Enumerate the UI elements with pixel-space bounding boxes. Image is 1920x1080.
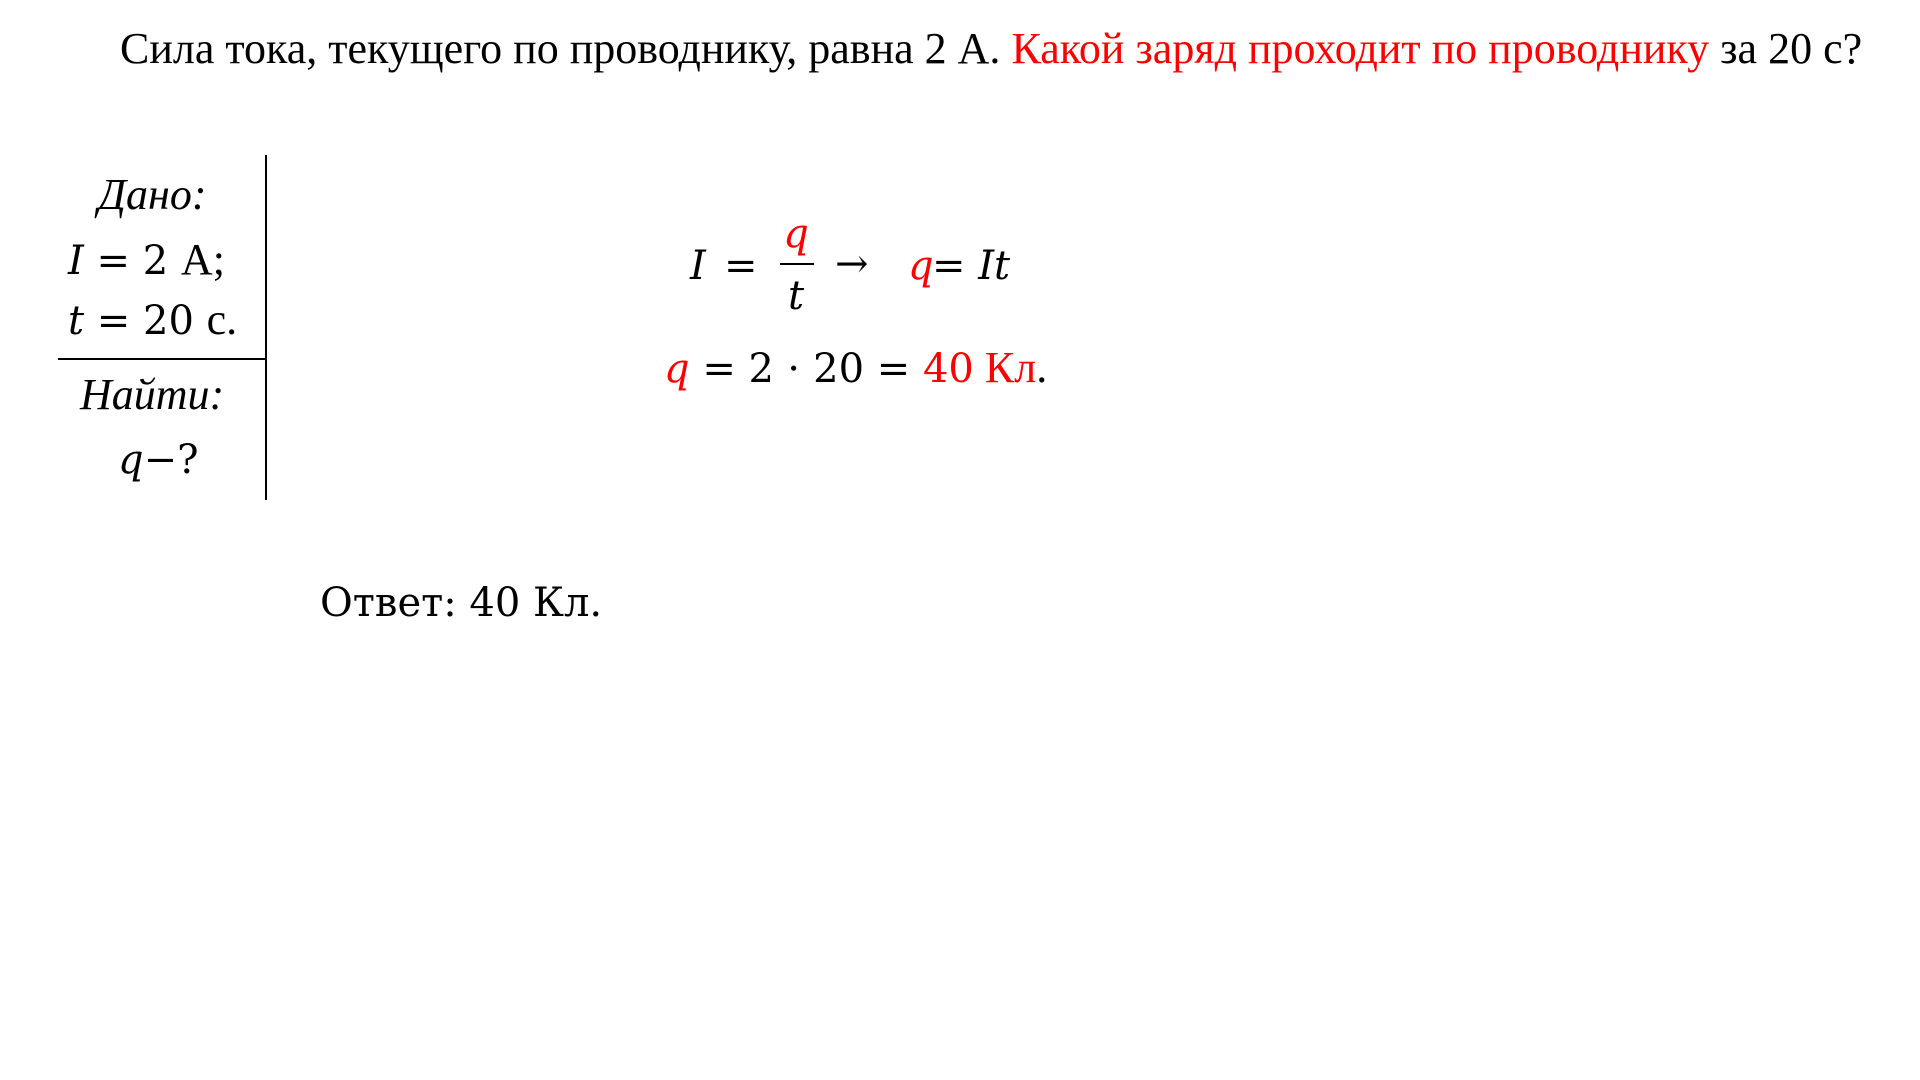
given-find-table (58, 155, 268, 500)
problem-statement (62, 18, 1872, 80)
find-target-rest: −? (143, 437, 199, 483)
formula-numerator: q (783, 211, 809, 257)
formula-eq: = (724, 243, 758, 289)
calculation-line (664, 343, 1047, 394)
fraction-bar (780, 263, 814, 265)
given-time-unit: с. (206, 295, 238, 344)
find-target (118, 435, 199, 485)
answer-line (320, 578, 602, 628)
given-time (68, 295, 237, 346)
formula-denominator: t (787, 273, 805, 319)
answer-label: Ответ: (320, 580, 457, 626)
calc-var: q (664, 346, 690, 392)
problem-question: Какой заряд проходит по проводнику (1011, 24, 1710, 73)
formula-rhs-rest: = It (932, 243, 1011, 289)
given-current-unit: А; (180, 235, 225, 284)
given-current-var: I (68, 238, 84, 284)
find-title: Найти: (80, 370, 225, 419)
arrow-icon: → (835, 241, 869, 287)
given-title: Дано: (98, 170, 207, 219)
problem-text: Сила тока, текущего по проводнику, равна 2 А. (120, 24, 1012, 73)
formula-lhs: I (690, 243, 706, 289)
problem-question-tail: за 20 с? (1709, 24, 1863, 73)
calc-result: 40 (922, 346, 974, 392)
table-vertical-divider (265, 155, 267, 500)
find-target-var: q (118, 437, 144, 483)
table-horizontal-divider (58, 358, 266, 360)
calc-expr: = 2 ⋅ 20 = (689, 346, 923, 392)
given-time-var: t (68, 298, 85, 344)
given-time-eq: = 20 (84, 298, 207, 344)
calc-unit: Кл (973, 343, 1037, 392)
given-current-eq: = 2 (83, 238, 181, 284)
formula-rhs-var: q (908, 243, 934, 289)
given-current (68, 235, 225, 286)
answer-value: 40 Кл. (456, 580, 603, 626)
calc-end: . (1036, 343, 1048, 392)
